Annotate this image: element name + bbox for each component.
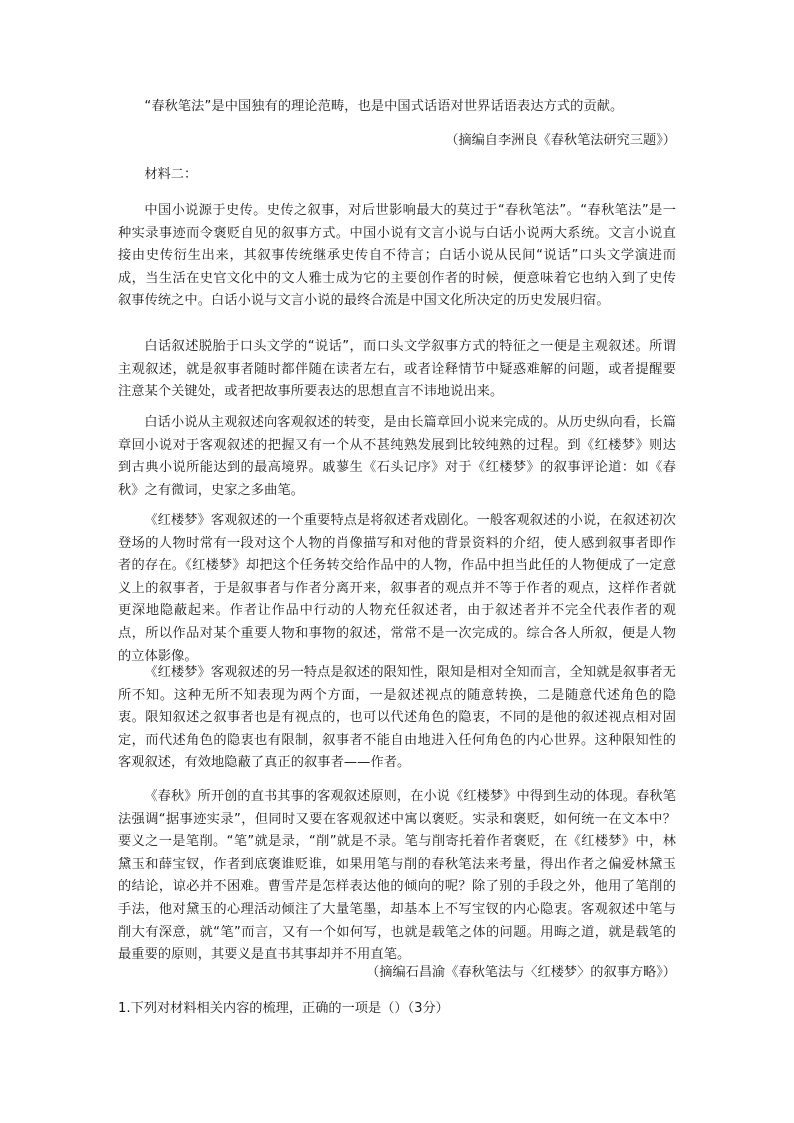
material1-closing-paragraph: “春秋笔法”是中国独有的理论范畴，也是中国式话语对世界话语表达方式的贡献。	[144, 99, 624, 114]
material2-paragraph-6: 《春秋》所开创的直书其事的客观叙述原则，在小说《红楼梦》中得到生动的体现。春秋笔法强调“据事迹实录”，但同时又要在客观叙述中寓以褒贬。实录和褒贬，如何统一在文本中？要义之一是笔削。“笔”就是录，“削”就是不录。笔与削寄托着作者褒贬，在《红楼梦》中，林黛玉和薛宝钗，作者到底褒谁贬谁，如果用笔与削的春秋笔法来考量，得出作者之偏爱林黛玉的结论，谅必并不困难。曹雪芹是怎样表达他的倾向的呢？除了别的手段之外，他用了笔削的手法，他对黛玉的心理活动倾注了大量笔墨，却基本上不写宝钗的内心隐衷。客观叙述中笔与削大有深意，就“笔”而言，又有一个如何写，也就是载笔之体的问题。用晦之道，就是载笔的最重要的原则，其要义是直书其事却并不用直笔。	[118, 789, 676, 963]
material2-source: （摘编石昌渝《春秋笔法与〈红楼梦〉的叙事方略》）	[366, 965, 676, 980]
material2-paragraph-4: 《红楼梦》客观叙述的一个重要特点是将叙述者戏剧化。一般客观叙述的小说，在叙述初次登场的人物时常有一段对这个人物的肖像描写和对他的背景资料的介绍，使人感到叙事者即作者的存在。《红楼梦》却把这个任务转交给作品中的人物，作品中担当此任的人物便成了一定意义上的叙事者，于是叙事者与作者分离开来，叙事者的观点并不等于作者的观点，这样作者就更深地隐蔽起来。作者让作品中行动的人物充任叙述者，由于叙述者并不完全代表作者的观点，所以作品对某个重要人物和事物的叙述，常常不是一次完成的。综合各人所叙，便是人物的立体影像。	[118, 513, 676, 664]
material2-paragraph-5: 《红楼梦》客观叙述的另一特点是叙述的限知性，限知是相对全知而言，全知就是叙事者无所不知。这种无所不知表现为两个方面，一是叙述视点的随意转换，二是随意代述角色的隐衷。限知叙述之叙事者也是有视点的，也可以代述角色的隐衷，不同的是他的叙述视点相对固定，而代述角色的隐衷也有限制，叙事者不能自由地进入任何角色的内心世界。这种限知性的客观叙述，有效地隐蔽了真正的叙事者——作者。	[118, 665, 676, 771]
material2-paragraph-1: 中国小说源于史传。史传之叙事，对后世影响最大的莫过于“春秋笔法”。“春秋笔法”是一种实录事迹而令褒贬自见的叙事方式。中国小说有文言小说与白话小说两大系统。文言小说直接由史传衍生出来，其叙事传统继承史传自不待言；白话小说从民间“说话”口头文学演进而成，当生活在史官文化中的文人雅士成为它的主要创作者的时候，便意味着它也纳入到了史传叙事传统之中。白话小说与文言小说的最终合流是中国文化所决定的历史发展归宿。	[118, 203, 676, 309]
material2-paragraph-2: 白话叙述脱胎于口头文学的“说话”，而口头文学叙事方式的特征之一便是主观叙述。所谓主观叙述，就是叙事者随时都伴随在读者左右，或者诠释情节中疑惑难解的问题，或者提醒要注意某个关键处，或者把故事所要表达的思想直言不讳地说出来。	[118, 339, 676, 400]
material1-source: （摘编自李洲良《春秋笔法研究三题》）	[445, 133, 676, 148]
material2-paragraph-3: 白话小说从主观叙述向客观叙述的转变，是由长篇章回小说来完成的。从历史纵向看，长篇章回小说对于客观叙述的把握又有一个从不甚纯熟发展到比较纯熟的过程。到《红楼梦》则达到古典小说所能达到的最高境界。戚蓼生《石头记序》对于《红楼梦》的叙事评论道：如《春秋》之有微词，史家之多曲笔。	[118, 415, 676, 498]
question-1: 1.下列对材料相关内容的梳理，正确的一项是（）（3分）	[118, 1001, 449, 1016]
material2-heading: 材料二：	[144, 167, 198, 182]
